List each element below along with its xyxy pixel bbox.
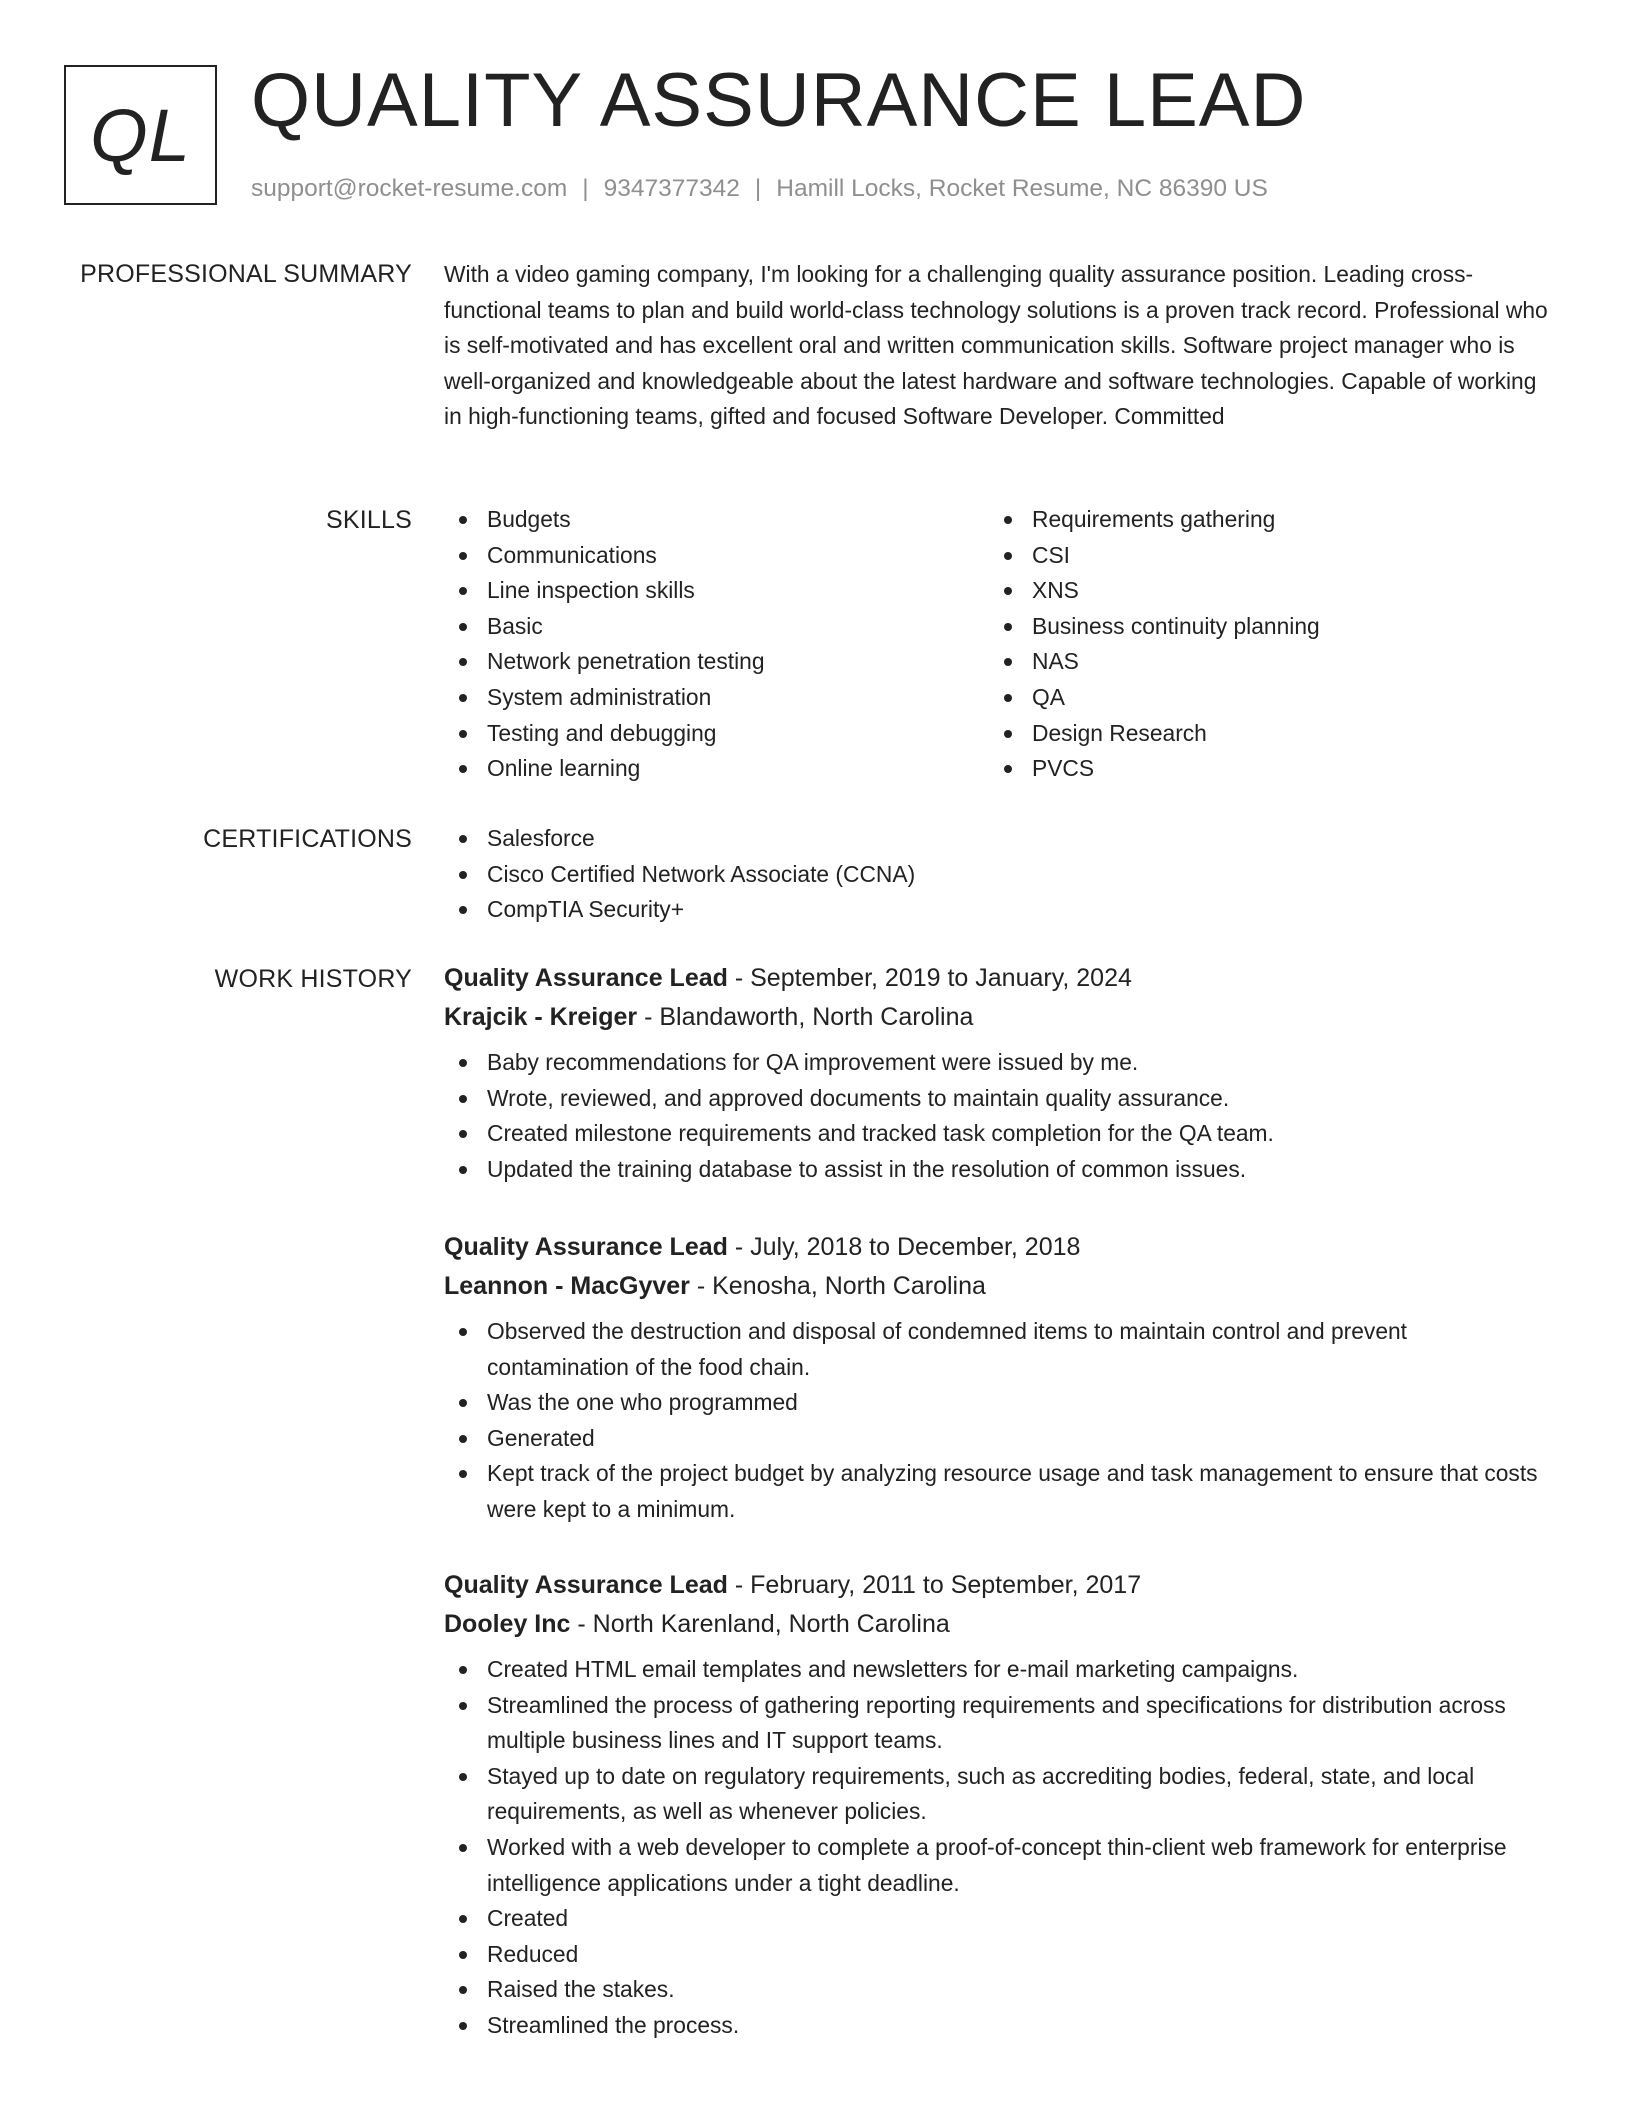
certifications-heading: CERTIFICATIONS [203,825,412,853]
skills-column-left [444,502,989,787]
skill-item: CSI [989,538,1534,574]
job-bullet: Kept track of the project budget by analyzing resource usage and task management to ensure that costs were kept to a minimum. [444,1456,1554,1527]
monogram-logo: QL [64,65,217,205]
job-location: - Kenosha, North Carolina [689,1272,986,1300]
contact-line [251,174,1268,204]
job-bullet: Created milestone requirements and tracked task completion for the QA team. [444,1116,1554,1152]
skill-item: XNS [989,573,1534,609]
job-bullet: Updated the training database to assist in the resolution of common issues. [444,1152,1554,1188]
job-bullet: Streamlined the process. [444,2008,1554,2044]
job-company: Dooley Inc [444,1610,571,1638]
job-dates: - July, 2018 to December, 2018 [727,1233,1081,1261]
skill-item: Budgets [444,502,989,538]
job-entry [444,1228,1554,1528]
skills-list-left [444,502,989,787]
job-company-line [444,1605,1554,1644]
job-bullet: Reduced [444,1937,1554,1973]
job-location: - Blandaworth, North Carolina [637,1003,974,1031]
job-title-line [444,1566,1554,1605]
work-history-heading: WORK HISTORY [214,965,412,993]
job-company-line [444,998,1554,1037]
contact-separator: | [754,175,762,202]
job-bullets [444,1314,1554,1528]
certification-item: Salesforce [444,821,1554,857]
skill-item: Design Research [989,716,1534,752]
certification-item: Cisco Certified Network Associate (CCNA) [444,857,1554,893]
job-title: Quality Assurance Lead [444,1571,728,1599]
job-bullet: Wrote, reviewed, and approved documents to maintain quality assurance. [444,1081,1554,1117]
skills-section [444,502,1554,787]
skill-item: Business continuity planning [989,609,1534,645]
job-location: - North Karenland, North Carolina [570,1610,950,1638]
job-entry [444,1566,1554,2044]
certifications-list [444,821,1554,928]
job-title-line [444,959,1554,998]
job-bullet: Worked with a web developer to complete a proof-of-concept thin-client web framework for enterprise intelligence applications under a tight deadline. [444,1830,1554,1901]
job-bullet: Streamlined the process of gathering reporting requirements and specifications for distribution across multiple business lines and IT support teams. [444,1688,1554,1759]
summary-section [444,257,1554,435]
skills-list-right [989,502,1534,787]
job-bullet: Stayed up to date on regulatory requirements, such as accrediting bodies, federal, state, and local requirements, as well as whenever policies. [444,1759,1554,1830]
skill-item: PVCS [989,751,1534,787]
job-bullets [444,1652,1554,2044]
job-bullet: Created HTML email templates and newsletters for e-mail marketing campaigns. [444,1652,1554,1688]
skill-item: Communications [444,538,989,574]
summary-text: With a video gaming company, I'm looking for a challenging quality assurance position. Leading cross-functional teams to plan and build world-class technology solutions is a proven track record. Professional who is self-motivated and has excellent oral and written communication skills. Software project manager who is well-organized and knowledgeable about the latest hardware and software technologies. Capable of working in high-functioning teams, gifted and focused Software Developer. Committed [444,261,1548,430]
job-company-line [444,1267,1554,1306]
skill-item: Online learning [444,751,989,787]
contact-phone[interactable]: 9347377342 [603,175,740,202]
job-bullet: Baby recommendations for QA improvement were issued by me. [444,1045,1554,1081]
skill-item: NAS [989,644,1534,680]
job-bullet: Generated [444,1421,1554,1457]
resume-title: QUALITY ASSURANCE LEAD [251,58,1307,143]
job-dates: - February, 2011 to September, 2017 [727,1571,1142,1599]
job-bullet: Created [444,1901,1554,1937]
job-company: Krajcik - Kreiger [444,1003,638,1031]
skills-column-right [989,502,1534,787]
skill-item: System administration [444,680,989,716]
job-dates: - September, 2019 to January, 2024 [727,964,1132,992]
job-bullet: Was the one who programmed [444,1385,1554,1421]
job-company: Leannon - MacGyver [444,1272,690,1300]
skill-item: Requirements gathering [989,502,1534,538]
skill-item: QA [989,680,1534,716]
skills-heading: SKILLS [326,506,412,534]
job-title: Quality Assurance Lead [444,964,728,992]
skill-item: Basic [444,609,989,645]
skill-item: Line inspection skills [444,573,989,609]
job-title: Quality Assurance Lead [444,1233,728,1261]
job-title-line [444,1228,1554,1267]
contact-email[interactable]: support@rocket-resume.com [251,175,568,202]
contact-address: Hamill Locks, Rocket Resume, NC 86390 US [776,175,1268,202]
summary-heading: PROFESSIONAL SUMMARY [80,260,412,288]
job-bullet: Observed the destruction and disposal of condemned items to maintain control and prevent contamination of the food chain. [444,1314,1554,1385]
job-entry [444,959,1554,1187]
contact-separator: | [582,175,589,202]
skill-item: Testing and debugging [444,716,989,752]
job-bullets [444,1045,1554,1187]
certifications-section [444,821,1554,928]
job-bullet: Raised the stakes. [444,1972,1554,2008]
certification-item: CompTIA Security+ [444,892,1554,928]
skill-item: Network penetration testing [444,644,989,680]
